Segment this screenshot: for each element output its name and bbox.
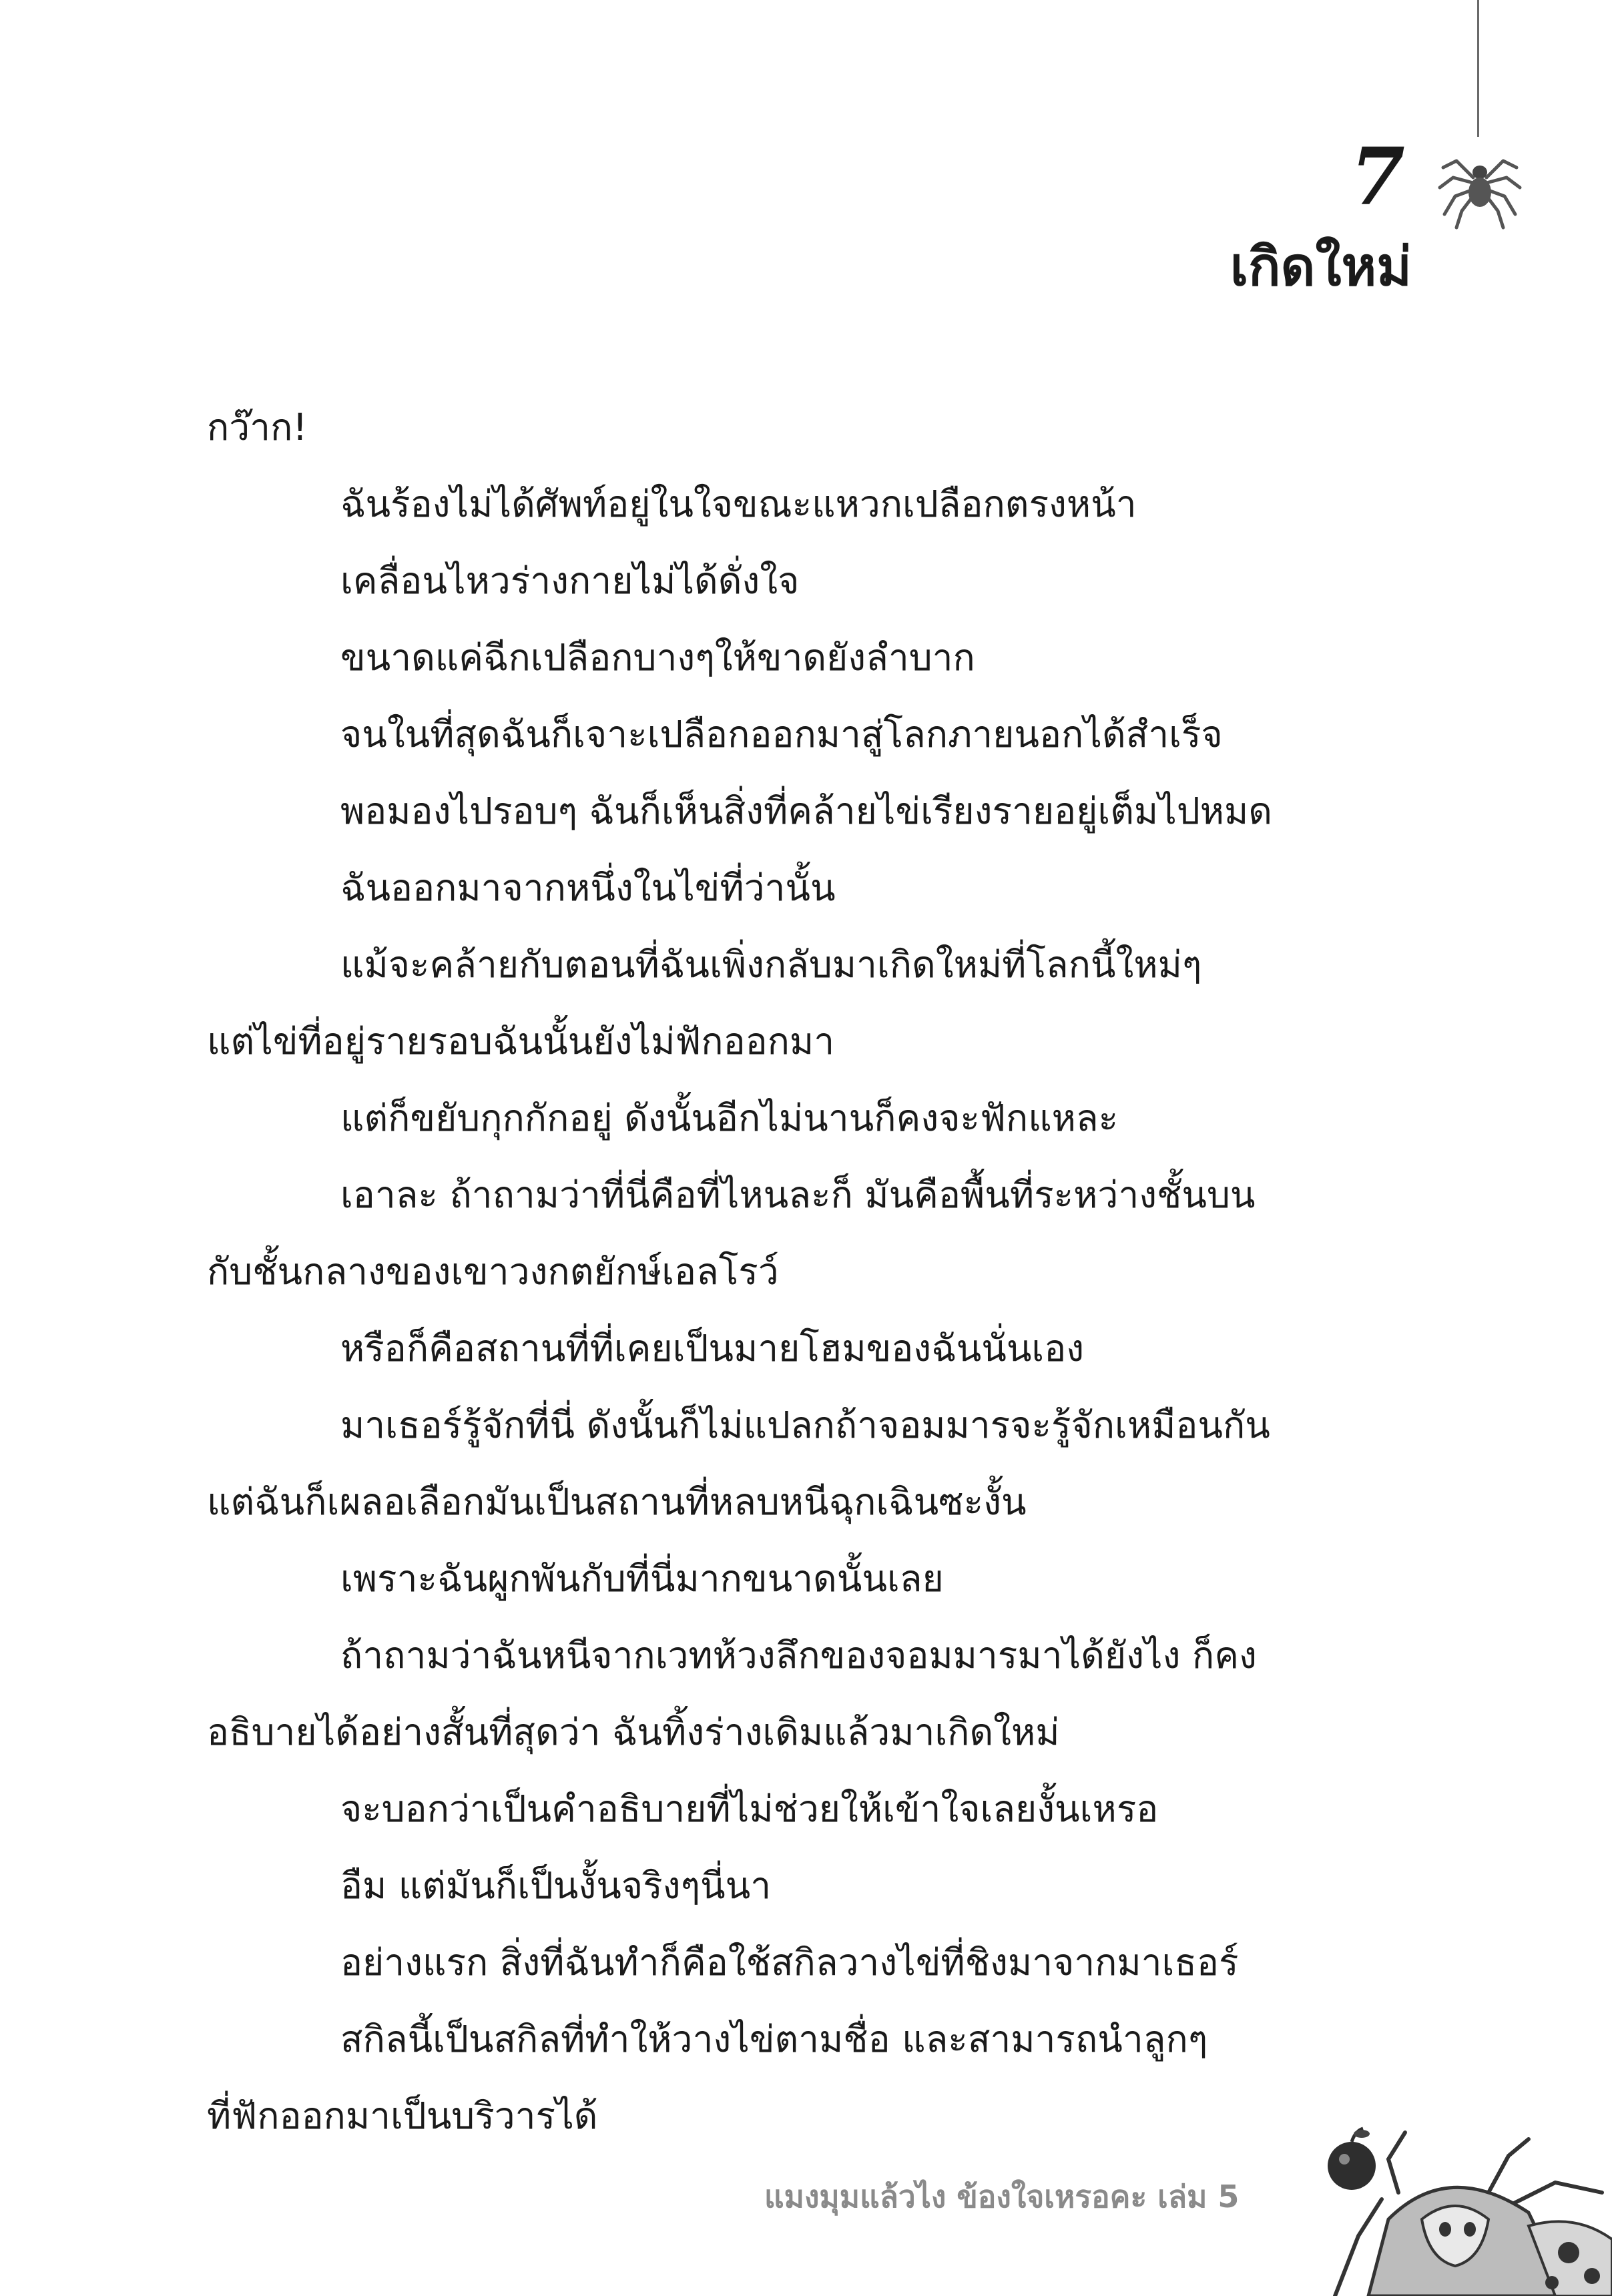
paragraph-line: ฉันออกมาจากหนึ่งในไข่ที่ว่านั้น <box>340 866 836 909</box>
paragraph-line: หรือก็คือสถานที่ที่เคยเป็นมายโฮมของฉันนั่นเอง <box>340 1327 1085 1370</box>
paragraph-line: อืม แต่มันก็เป็นงั้นจริงๆนี่นา <box>340 1864 772 1907</box>
paragraph-line: แต่ก็ขยับกุกกักอยู่ ดังนั้นอีกไม่นานก็คงจะฟักแหละ <box>340 1097 1119 1139</box>
paragraph-line: จนในที่สุดฉันก็เจาะเปลือกออกมาสู่โลกภายนอกได้สำเร็จ <box>340 713 1223 756</box>
paragraph-line: มาเธอร์รู้จักที่นี่ ดังนั้นก็ไม่แปลกถ้าจอมมารจะรู้จักเหมือนกัน <box>340 1404 1270 1446</box>
paragraph-line: แต่ไข่ที่อยู่รายรอบฉันนั้นยังไม่ฟักออกมา <box>207 1020 835 1063</box>
paragraph-line: กับชั้นกลางของเขาวงกตยักษ์เอลโรว์ <box>207 1250 779 1293</box>
paragraph-line: ที่ฟักออกมาเป็นบริวารได้ <box>207 2094 598 2137</box>
chapter-title: เกิดใหม่ <box>1230 236 1412 298</box>
paragraph-line: กว๊าก! <box>207 406 308 449</box>
paragraph-line: แต่ฉันก็เผลอเลือกมันเป็นสถานที่หลบหนีฉุกเฉินซะงั้น <box>207 1480 1027 1523</box>
paragraph-line: ขนาดแค่ฉีกเปลือกบางๆให้ขาดยังลำบาก <box>340 636 975 679</box>
spider-thread <box>1477 0 1479 137</box>
paragraph-line: พอมองไปรอบๆ ฉันก็เห็นสิ่งที่คล้ายไข่เรียงรายอยู่เต็มไปหมด <box>340 790 1272 832</box>
paragraph-line: แม้จะคล้ายกับตอนที่ฉันเพิ่งกลับมาเกิดใหม่ที่โลกนี้ใหม่ๆ <box>340 943 1202 986</box>
paragraph-line: อย่างแรก สิ่งที่ฉันทำก็คือใช้สกิลวางไข่ที่ชิงมาจากมาเธอร์ <box>340 1941 1239 1984</box>
chapter-body <box>207 389 1415 2155</box>
paragraph-line: อธิบายได้อย่างสั้นที่สุดว่า ฉันทิ้งร่างเดิมแล้วมาเกิดใหม่ <box>207 1711 1060 1753</box>
spider-icon <box>1436 131 1523 231</box>
paragraph-line: เคลื่อนไหวร่างกายไม่ได้ดั่งใจ <box>340 559 800 602</box>
running-footer-book-title: แมงมุมแล้วไง ข้องใจเหรอคะ เล่ม 5 <box>764 2179 1240 2215</box>
paragraph-line: เอาละ ถ้าถามว่าที่นี่คือที่ไหนละก็ มันคือพื้นที่ระหว่างชั้นบน <box>340 1173 1256 1216</box>
spider-girl-illustration <box>1288 2119 1612 2296</box>
paragraph-line: ถ้าถามว่าฉันหนีจากเวทห้วงลึกของจอมมารมาได้ยังไง ก็คง <box>340 1634 1257 1677</box>
paragraph-line: จะบอกว่าเป็นคำอธิบายที่ไม่ช่วยให้เข้าใจเลยงั้นเหรอ <box>340 1787 1159 1830</box>
paragraph-line: เพราะฉันผูกพันกับที่นี่มากขนาดนั้นเลย <box>340 1557 944 1600</box>
chapter-number: 7 <box>1350 130 1405 223</box>
paragraph-line: ฉันร้องไม่ได้ศัพท์อยู่ในใจขณะแหวกเปลือกตรงหน้า <box>340 483 1137 525</box>
paragraph-line: สกิลนี้เป็นสกิลที่ทำให้วางไข่ตามชื่อ และสามารถนำลูกๆ <box>340 2018 1208 2060</box>
